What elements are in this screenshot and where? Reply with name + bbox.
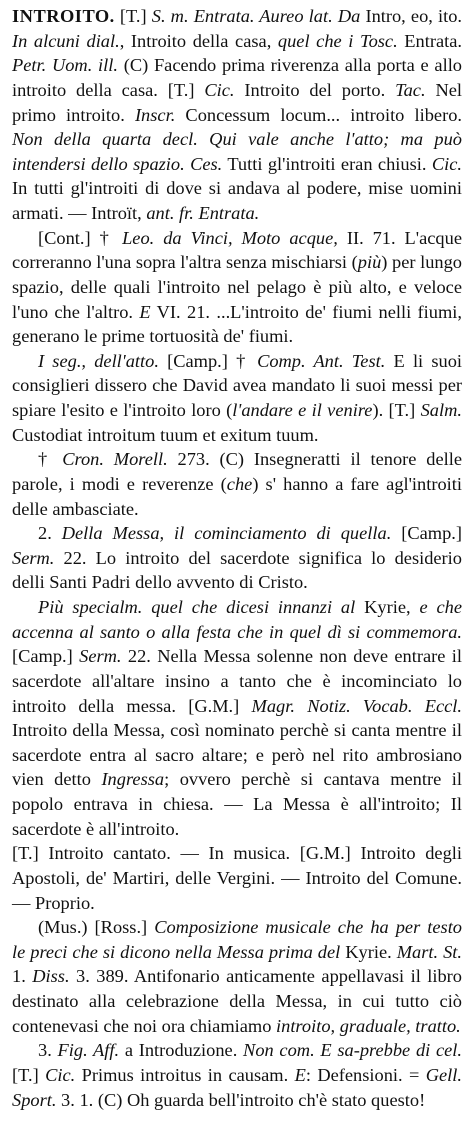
body-text: [T.] Introito cantato. — In musica. [G.M.] Introito degli Apostoli, de' Martiri, delle Vergini. — Introito del Comune. — Proprio. — [12, 843, 462, 913]
entry-paragraph — [12, 841, 462, 915]
italic-text: Mart. St. — [396, 941, 463, 962]
entry-paragraph — [12, 226, 462, 349]
italic-text: Da — [337, 6, 361, 26]
italic-text: Diss. — [32, 966, 70, 987]
italic-text: Cron. Morell. — [62, 449, 168, 470]
body-text: ) per lungo spazio, delle quali l'introito nel pelago è più alto, e veloce l'uno che l'altro. — [12, 252, 462, 322]
italic-text: Cic. — [431, 153, 462, 174]
italic-text: Cic. — [204, 79, 235, 100]
body-text: Intro, eo, ito. — [360, 6, 463, 26]
body-text: 2. — [38, 523, 62, 544]
italic-text: Magr. Notiz. Vocab. Eccl. — [251, 695, 462, 716]
italic-text: In alcuni dial. — [12, 30, 120, 51]
entry-paragraph — [12, 595, 462, 841]
body-text: Tutti gl'introiti eran chiusi. — [222, 153, 432, 174]
body-text: (C) Facendo prima riverenza alla porta e allo introito della casa. [T.] — [12, 55, 462, 100]
body-text: 22. Nella Messa solenne non deve entrare il sacerdote all'altare insino a tanto che è incominciato lo introito della messa. [G.M.] — [12, 646, 462, 716]
italic-text: introito, graduale, tratto. — [276, 1015, 461, 1036]
italic-text: che — [226, 473, 253, 494]
body-text: [Camp.] — [12, 646, 80, 667]
italic-text: Salm. — [420, 400, 462, 420]
body-text: ) s' hanno a fare agl'introiti delle ambasciate. — [12, 473, 462, 519]
italic-text: E — [294, 1064, 306, 1085]
italic-text: Gell. Sport. — [12, 1064, 462, 1110]
entry-paragraph — [12, 915, 462, 1038]
body-text: [Cont.] † — [38, 227, 123, 248]
body-text: 3. 389. Antifonario anticamente appellavasi il libro destinato alla celebrazione della Messa, in cui tutto ciò contenevasi che noi ora chiamiamo — [12, 966, 462, 1036]
entry-paragraph — [12, 4, 462, 226]
italic-text: Fig. Aff. — [57, 1040, 120, 1061]
entry-paragraph — [12, 447, 462, 521]
body-text: [Camp.] † — [158, 350, 258, 371]
italic-text: Entrata. — [198, 203, 260, 223]
body-text: : Defensioni. = — [305, 1064, 426, 1085]
body-text: Kyrie. — [340, 941, 397, 962]
body-text: 3. — [38, 1040, 58, 1061]
italic-text: Comp. Ant. Test. — [257, 350, 386, 371]
italic-text: più — [357, 252, 382, 273]
body-text: Introito della Messa, così nominato perchè si canta mentre il sacerdote entra al sacro altare; e però nel rito ambrosiano vien detto — [12, 720, 462, 790]
body-text: E li suoi consiglieri dissero che David avea mandato li suoi messi per spiare l'esito e l'introito loro ( — [12, 350, 463, 420]
body-text: 22. Lo introito del sacerdote significa lo desiderio delli Santi Padri dello avvento di Cristo. — [12, 547, 462, 593]
italic-text: Ingressa — [101, 769, 165, 790]
body-text: Primus introitus in causam. — [75, 1064, 295, 1085]
body-text: 1. — [12, 966, 33, 987]
body-text: Introito del porto. — [234, 79, 396, 100]
italic-text: I seg., dell'atto. — [38, 350, 159, 371]
body-text: Concessum locum... introito libero. — [175, 104, 463, 125]
italic-text: l'andare e il venire — [232, 400, 373, 420]
body-text: II. 71. L'acque correranno l'una sopra l'altra senza mischiarsi ( — [12, 227, 462, 273]
italic-text: Petr. Uom. ill. — [12, 55, 118, 76]
body-text: ; ovvero perchè si cantava mentre il popolo entrava in chiesa. — La Messa è all'introito; Il sacerdote è all'introito. — [12, 769, 462, 839]
body-text: Custodiat introitum tuum et exitum tuum. — [12, 424, 319, 445]
body-text: 3. 1. (C) Oh guarda bell'introito ch'è stato questo! — [56, 1089, 426, 1110]
body-text: † — [38, 449, 63, 470]
body-text: Kyrie, — [355, 597, 420, 617]
body-text: In tutti gl'introiti di dove si andava al podere, mise uomini armati. — Introït, — [12, 178, 462, 223]
headword: INTROITO. — [12, 6, 115, 26]
body-text: Nel primo introito. — [12, 79, 462, 125]
italic-text: S. m. Entrata. Aureo lat. — [151, 6, 333, 26]
italic-text: Cic. — [45, 1064, 76, 1085]
body-text: [T.] — [114, 6, 152, 26]
italic-text: Della Messa, il cominciamento di quella. — [61, 523, 392, 544]
italic-text: Tac. — [395, 79, 426, 100]
italic-text: Composizione musicale che ha per testo le preci che si dicono nella Messa prima del — [12, 917, 462, 962]
body-text: a Introduzione. — [119, 1040, 244, 1061]
italic-text: Serm. — [79, 646, 122, 667]
body-text: ). [T.] — [372, 400, 421, 420]
body-text: VI. 21. ...L'introito de' fiumi nelli fiumi, generano le prime tortuosità de' fiumi. — [12, 301, 462, 347]
body-text: [Camp.] — [391, 523, 463, 544]
italic-text: Non della quarta decl. Qui vale anche l'atto; ma può intendersi dello spazio. Ces. — [12, 129, 462, 174]
body-text: [T.] — [12, 1064, 46, 1085]
italic-text: Inscr. — [134, 104, 176, 125]
entry-paragraph — [12, 1038, 462, 1112]
body-text: , Introito della casa, — [119, 30, 278, 51]
italic-text: Serm. — [12, 547, 55, 568]
italic-text: e che accenna al santo o alla festa che in quel dì si commemora. — [12, 597, 463, 642]
italic-text: ant. fr. — [146, 203, 194, 223]
italic-text: Leo. da Vinci, Moto acque, — [122, 227, 338, 248]
body-text: (Mus.) [Ross.] — [38, 917, 155, 938]
entry-paragraph — [12, 521, 462, 595]
italic-text: E — [139, 301, 151, 322]
italic-text: Non com. E sa-prebbe di cel. — [243, 1040, 463, 1061]
body-text: Entrata. — [397, 30, 462, 51]
entry-paragraph — [12, 349, 462, 448]
body-text: 273. (C) Insegneratti il tenore delle parole, i modi e reverenze ( — [12, 449, 462, 494]
italic-text: quel che i Tosc. — [277, 30, 398, 51]
italic-text: Più specialm. quel che dicesi innanzi al — [38, 597, 356, 617]
